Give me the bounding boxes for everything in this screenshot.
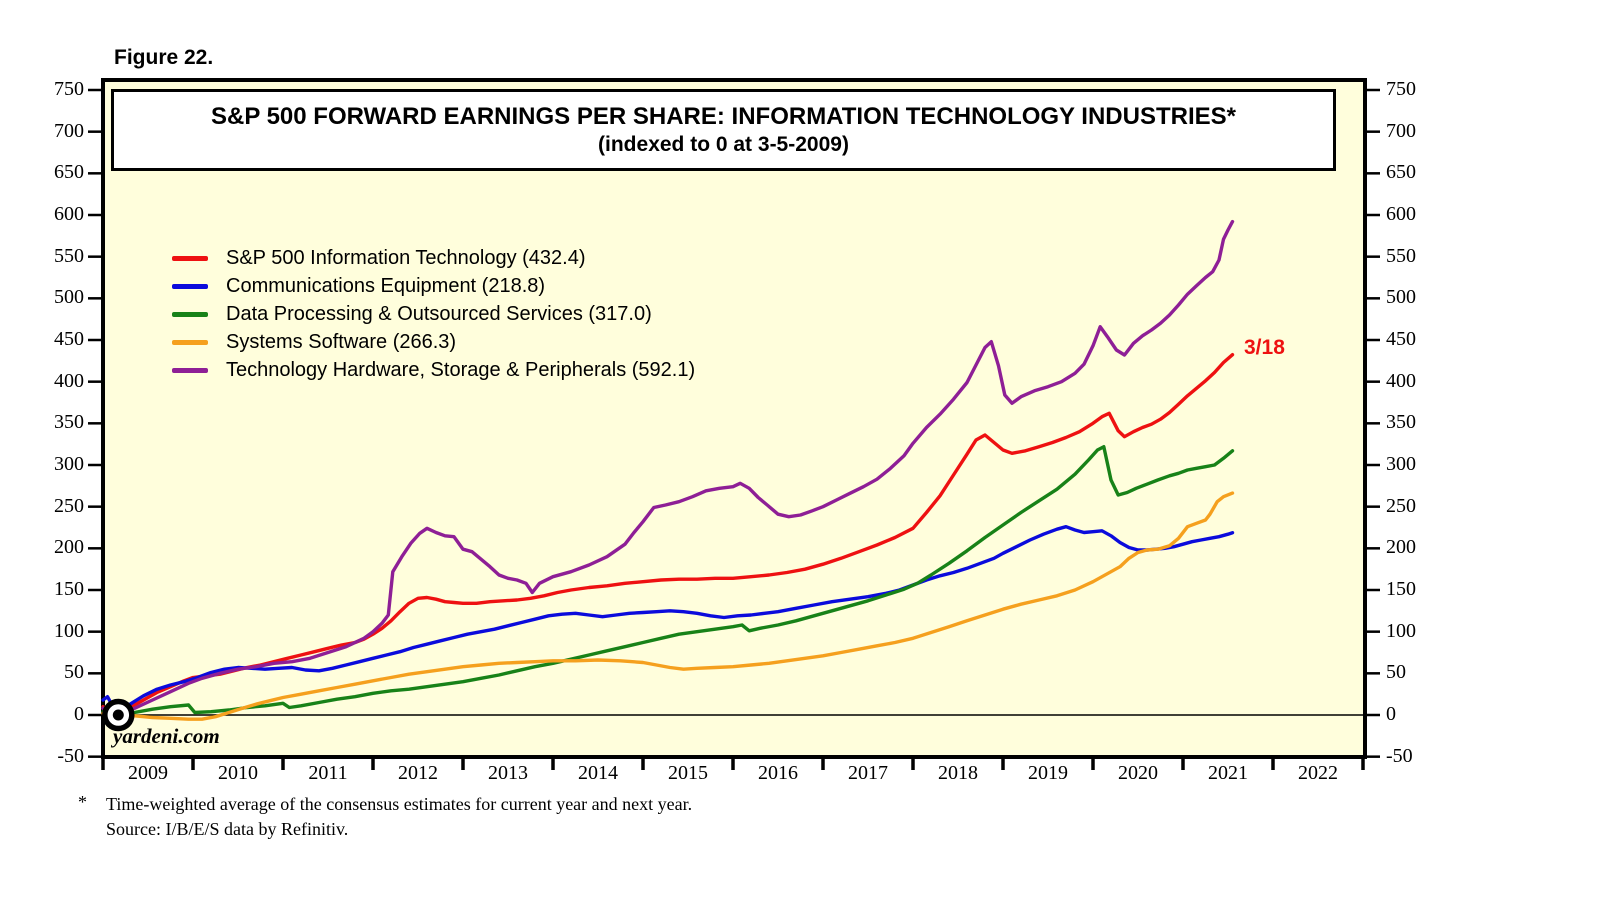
y-axis-tick-label: 750: [1386, 78, 1416, 100]
legend-label: Systems Software (266.3): [226, 330, 457, 353]
y-axis-tick-label: 400: [1386, 369, 1416, 392]
y-axis-tick-label: 150: [1386, 578, 1416, 600]
footnote-marker: *: [78, 792, 87, 812]
x-axis-year-label: 2014: [578, 762, 618, 784]
x-axis-year-label: 2010: [218, 762, 258, 784]
legend: [172, 244, 695, 384]
legend-item: [172, 300, 695, 328]
y-axis-tick-label: 0: [74, 703, 84, 725]
legend-swatch: [172, 284, 208, 289]
y-axis-tick-label: 450: [54, 328, 84, 350]
chart-title-box: [111, 89, 1336, 171]
y-axis-tick-label: 650: [54, 161, 84, 184]
y-axis-tick-label: 500: [1386, 286, 1416, 309]
legend-item: [172, 272, 695, 300]
legend-swatch: [172, 368, 208, 373]
y-axis-tick-label: 200: [1386, 536, 1416, 559]
y-axis-tick-label: 0: [1386, 703, 1396, 725]
last-point-date-label: 3/18: [1244, 336, 1285, 359]
y-axis-tick-label: 400: [54, 369, 84, 392]
chart-subtitle: (indexed to 0 at 3-5-2009): [598, 133, 849, 156]
chart-title: S&P 500 FORWARD EARNINGS PER SHARE: INFORMATION TECHNOLOGY INDUSTRIES*: [210, 103, 1236, 130]
y-axis-tick-label: -50: [57, 744, 84, 767]
x-axis-year-label: 2011: [308, 762, 348, 784]
y-axis-tick-label: 600: [1386, 203, 1416, 225]
watermark-yardeni: yardeni.com: [113, 724, 220, 748]
y-axis-tick-label: 550: [54, 244, 84, 267]
x-axis-year-label: 2022: [1298, 762, 1338, 784]
y-axis-tick-label: 300: [54, 453, 84, 475]
footnote: [78, 792, 692, 842]
legend-label: Technology Hardware, Storage & Peripherals (592.1): [226, 358, 696, 381]
x-axis-year-label: 2018: [938, 762, 978, 784]
x-axis-year-label: 2012: [398, 762, 438, 784]
legend-label: Data Processing & Outsourced Services (317.0): [226, 302, 652, 325]
x-axis-year-label: 2009: [128, 762, 168, 784]
y-axis-tick-label: 50: [1386, 661, 1406, 684]
figure-label: Figure 22.: [114, 46, 214, 69]
y-axis-tick-label: 450: [1386, 328, 1416, 350]
y-axis-tick-label: 250: [1386, 494, 1416, 517]
y-axis-tick-label: 200: [54, 536, 84, 559]
y-axis-tick-label: 500: [54, 286, 84, 309]
y-axis-tick-label: 650: [1386, 161, 1416, 184]
y-axis-tick-label: 350: [1386, 411, 1416, 434]
y-axis-tick-label: 50: [64, 661, 84, 684]
y-axis-tick-label: 100: [1386, 619, 1416, 642]
y-axis-tick-label: 700: [1386, 119, 1416, 142]
x-axis-year-label: 2017: [848, 762, 888, 784]
y-axis-tick-label: 100: [54, 619, 84, 642]
legend-item: [172, 244, 695, 272]
x-axis-year-label: 2016: [758, 762, 798, 784]
y-axis-tick-label: 700: [54, 119, 84, 142]
x-axis-year-label: 2013: [488, 762, 528, 784]
legend-label: S&P 500 Information Technology (432.4): [226, 246, 586, 269]
legend-label: Communications Equipment (218.8): [226, 274, 546, 297]
x-axis-year-label: 2015: [668, 762, 708, 784]
y-axis-tick-label: 150: [54, 578, 84, 600]
y-axis-tick-label: 600: [54, 203, 84, 225]
y-axis-tick-label: 750: [54, 78, 84, 100]
y-axis-tick-label: 300: [1386, 453, 1416, 475]
y-axis-tick-label: 350: [54, 411, 84, 434]
x-axis-year-label: 2021: [1208, 762, 1248, 784]
zero-bullseye-dot: [113, 710, 124, 721]
y-axis-tick-label: 550: [1386, 244, 1416, 267]
legend-swatch: [172, 256, 208, 261]
y-axis-tick-label: 250: [54, 494, 84, 517]
legend-item: [172, 328, 695, 356]
footnote-line2: Source: I/B/E/S data by Refinitiv.: [106, 819, 349, 839]
x-axis-year-label: 2019: [1028, 762, 1068, 784]
x-axis-year-label: 2020: [1118, 762, 1158, 784]
y-axis-tick-label: -50: [1386, 744, 1413, 767]
footnote-line1: Time-weighted average of the consensus estimates for current year and next year.: [106, 794, 693, 814]
legend-item: [172, 356, 695, 384]
legend-swatch: [172, 312, 208, 317]
legend-swatch: [172, 340, 208, 345]
